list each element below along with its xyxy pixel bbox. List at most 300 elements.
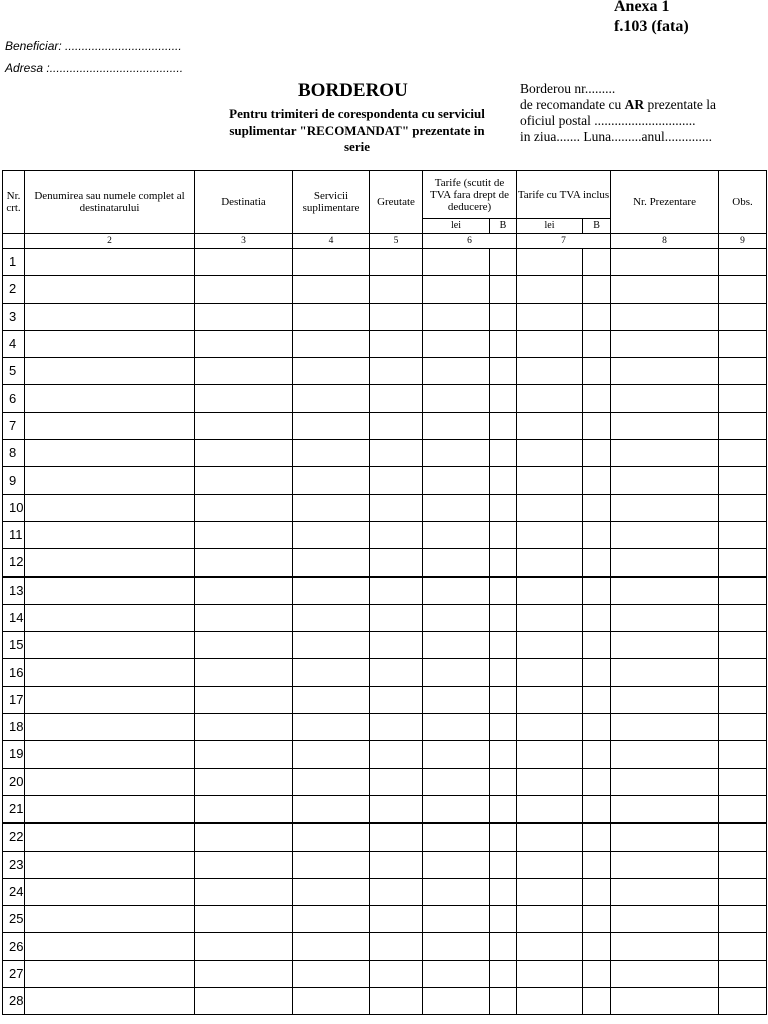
table-cell[interactable]	[25, 303, 195, 330]
table-cell[interactable]	[423, 467, 490, 494]
table-row	[3, 933, 767, 960]
table-cell[interactable]	[611, 467, 719, 494]
table-cell[interactable]	[490, 632, 517, 659]
table-cell[interactable]	[195, 330, 293, 357]
table-cell[interactable]	[293, 768, 370, 795]
table-cell[interactable]	[517, 440, 583, 467]
table-cell[interactable]	[370, 632, 423, 659]
table-cell[interactable]	[611, 906, 719, 933]
table-cell[interactable]	[25, 276, 195, 303]
table-cell[interactable]	[490, 549, 517, 577]
table-cell[interactable]	[370, 604, 423, 631]
table-cell[interactable]	[293, 276, 370, 303]
table-cell[interactable]	[517, 494, 583, 521]
table-cell[interactable]	[583, 604, 611, 631]
table-cell[interactable]	[719, 467, 767, 494]
header-denumire: Denumirea sau numele complet al destinatarului	[25, 171, 195, 234]
table-cell[interactable]	[293, 741, 370, 768]
table-cell[interactable]	[490, 988, 517, 1015]
table-cell[interactable]	[25, 249, 195, 276]
table-cell[interactable]	[611, 851, 719, 878]
table-cell[interactable]	[490, 960, 517, 987]
table-cell[interactable]	[517, 686, 583, 713]
table-cell[interactable]	[490, 795, 517, 823]
table-row	[3, 604, 767, 631]
table-cell[interactable]	[25, 549, 195, 577]
table-cell[interactable]	[423, 988, 490, 1015]
table-cell[interactable]	[293, 878, 370, 905]
table-cell[interactable]	[370, 878, 423, 905]
row-number: 10	[3, 494, 25, 521]
table-cell[interactable]	[583, 494, 611, 521]
table-cell[interactable]	[517, 577, 583, 605]
table-cell[interactable]	[423, 412, 490, 439]
table-cell[interactable]	[423, 521, 490, 548]
table-cell[interactable]	[25, 577, 195, 605]
table-cell[interactable]	[195, 686, 293, 713]
table-cell[interactable]	[583, 577, 611, 605]
table-cell[interactable]	[611, 741, 719, 768]
table-cell[interactable]	[517, 795, 583, 823]
table-cell[interactable]	[490, 741, 517, 768]
table-cell[interactable]	[370, 988, 423, 1015]
table-cell[interactable]	[195, 714, 293, 741]
table-cell[interactable]	[719, 906, 767, 933]
table-cell[interactable]	[370, 249, 423, 276]
table-cell[interactable]	[195, 933, 293, 960]
table-cell[interactable]	[719, 659, 767, 686]
table-cell[interactable]	[195, 494, 293, 521]
table-cell[interactable]	[490, 768, 517, 795]
table-cell[interactable]	[25, 330, 195, 357]
table-cell[interactable]	[719, 549, 767, 577]
table-cell[interactable]	[293, 604, 370, 631]
table-cell[interactable]	[517, 823, 583, 851]
table-cell[interactable]	[423, 549, 490, 577]
table-cell[interactable]	[719, 440, 767, 467]
table-cell[interactable]	[583, 330, 611, 357]
table-cell[interactable]	[583, 933, 611, 960]
table-cell[interactable]	[490, 906, 517, 933]
table-cell[interactable]	[370, 412, 423, 439]
table-cell[interactable]	[719, 604, 767, 631]
table-cell[interactable]	[490, 385, 517, 412]
table-cell[interactable]	[583, 358, 611, 385]
table-cell[interactable]	[517, 906, 583, 933]
table-cell[interactable]	[583, 686, 611, 713]
table-cell[interactable]	[195, 276, 293, 303]
table-cell[interactable]	[195, 358, 293, 385]
table-cell[interactable]	[490, 577, 517, 605]
table-cell[interactable]	[517, 851, 583, 878]
table-cell[interactable]	[195, 878, 293, 905]
table-cell[interactable]	[719, 412, 767, 439]
table-cell[interactable]	[25, 632, 195, 659]
table-cell[interactable]	[517, 604, 583, 631]
table-cell[interactable]	[719, 988, 767, 1015]
table-cell[interactable]	[611, 960, 719, 987]
table-cell[interactable]	[25, 768, 195, 795]
table-cell[interactable]	[611, 577, 719, 605]
table-cell[interactable]	[293, 549, 370, 577]
table-cell[interactable]	[719, 358, 767, 385]
table-cell[interactable]	[370, 549, 423, 577]
table-cell[interactable]	[719, 714, 767, 741]
table-cell[interactable]	[25, 741, 195, 768]
table-cell[interactable]	[370, 768, 423, 795]
table-cell[interactable]	[490, 276, 517, 303]
table-cell[interactable]	[370, 330, 423, 357]
table-cell[interactable]	[370, 494, 423, 521]
table-cell[interactable]	[719, 276, 767, 303]
table-cell[interactable]	[517, 933, 583, 960]
table-cell[interactable]	[719, 249, 767, 276]
table-cell[interactable]	[583, 549, 611, 577]
table-cell[interactable]	[719, 878, 767, 905]
table-cell[interactable]	[611, 795, 719, 823]
table-cell[interactable]	[370, 851, 423, 878]
table-cell[interactable]	[611, 385, 719, 412]
table-cell[interactable]	[25, 467, 195, 494]
table-cell[interactable]	[370, 440, 423, 467]
table-cell[interactable]	[423, 768, 490, 795]
table-cell[interactable]	[611, 521, 719, 548]
table-cell[interactable]	[583, 823, 611, 851]
table-cell[interactable]	[611, 412, 719, 439]
table-cell[interactable]	[25, 988, 195, 1015]
table-cell[interactable]	[370, 467, 423, 494]
table-cell[interactable]	[583, 906, 611, 933]
table-cell[interactable]	[370, 521, 423, 548]
table-cell[interactable]	[490, 467, 517, 494]
table-cell[interactable]	[293, 303, 370, 330]
table-cell[interactable]	[583, 659, 611, 686]
table-cell[interactable]	[423, 494, 490, 521]
table-cell[interactable]	[293, 521, 370, 548]
table-cell[interactable]	[719, 521, 767, 548]
table-cell[interactable]	[517, 249, 583, 276]
table-cell[interactable]	[490, 249, 517, 276]
table-cell[interactable]	[293, 330, 370, 357]
table-cell[interactable]	[25, 960, 195, 987]
table-cell[interactable]	[611, 988, 719, 1015]
table-cell[interactable]	[25, 521, 195, 548]
table-cell[interactable]	[719, 303, 767, 330]
table-cell[interactable]	[423, 276, 490, 303]
table-cell[interactable]	[611, 330, 719, 357]
table-cell[interactable]	[423, 440, 490, 467]
table-cell[interactable]	[611, 878, 719, 905]
table-cell[interactable]	[293, 467, 370, 494]
table-cell[interactable]	[293, 933, 370, 960]
table-cell[interactable]	[195, 385, 293, 412]
table-cell[interactable]	[423, 632, 490, 659]
table-cell[interactable]	[517, 330, 583, 357]
table-cell[interactable]	[370, 960, 423, 987]
table-row	[3, 988, 767, 1015]
table-cell[interactable]	[423, 960, 490, 987]
table-cell[interactable]	[370, 906, 423, 933]
table-cell[interactable]	[583, 276, 611, 303]
table-cell[interactable]	[423, 604, 490, 631]
table-cell[interactable]	[517, 741, 583, 768]
table-cell[interactable]	[423, 741, 490, 768]
header-servicii: Servicii suplimentare	[293, 171, 370, 234]
borderou-number-line: Borderou nr.........	[520, 81, 616, 96]
table-cell[interactable]	[195, 549, 293, 577]
table-cell[interactable]	[423, 577, 490, 605]
table-cell[interactable]	[583, 960, 611, 987]
table-cell[interactable]	[423, 303, 490, 330]
table-cell[interactable]	[293, 851, 370, 878]
table-cell[interactable]	[293, 659, 370, 686]
table-cell[interactable]	[490, 878, 517, 905]
table-cell[interactable]	[370, 823, 423, 851]
table-cell[interactable]	[25, 878, 195, 905]
table-cell[interactable]	[719, 330, 767, 357]
column-number-cell: 4	[293, 234, 370, 249]
table-cell[interactable]	[370, 714, 423, 741]
table-cell[interactable]	[719, 768, 767, 795]
row-number: 2	[3, 276, 25, 303]
table-cell[interactable]	[195, 577, 293, 605]
table-cell[interactable]	[517, 467, 583, 494]
table-cell[interactable]	[195, 467, 293, 494]
table-cell[interactable]	[25, 358, 195, 385]
table-cell[interactable]	[490, 412, 517, 439]
table-cell[interactable]	[583, 249, 611, 276]
table-cell[interactable]	[490, 714, 517, 741]
table-cell[interactable]	[517, 878, 583, 905]
table-cell[interactable]	[490, 358, 517, 385]
table-cell[interactable]	[423, 659, 490, 686]
table-cell[interactable]	[370, 577, 423, 605]
table-cell[interactable]	[719, 577, 767, 605]
ar-label: AR	[624, 97, 645, 112]
table-cell[interactable]	[423, 330, 490, 357]
row-number: 4	[3, 330, 25, 357]
table-cell[interactable]	[370, 686, 423, 713]
table-cell[interactable]	[195, 823, 293, 851]
table-cell[interactable]	[25, 795, 195, 823]
table-cell[interactable]	[423, 385, 490, 412]
table-cell[interactable]	[583, 467, 611, 494]
table-cell[interactable]	[195, 440, 293, 467]
table-cell[interactable]	[423, 823, 490, 851]
table-cell[interactable]	[517, 303, 583, 330]
table-cell[interactable]	[25, 440, 195, 467]
header-destinatia: Destinatia	[195, 171, 293, 234]
table-cell[interactable]	[490, 440, 517, 467]
table-cell[interactable]	[293, 686, 370, 713]
table-cell[interactable]	[370, 659, 423, 686]
table-cell[interactable]	[195, 412, 293, 439]
table-cell[interactable]	[423, 851, 490, 878]
table-cell[interactable]	[490, 851, 517, 878]
table-row	[3, 632, 767, 659]
table-cell[interactable]	[195, 521, 293, 548]
table-cell[interactable]	[611, 276, 719, 303]
table-cell[interactable]	[583, 741, 611, 768]
table-cell[interactable]	[293, 988, 370, 1015]
table-cell[interactable]	[423, 358, 490, 385]
table-cell[interactable]	[293, 494, 370, 521]
table-cell[interactable]	[195, 741, 293, 768]
table-cell[interactable]	[25, 851, 195, 878]
table-cell[interactable]	[293, 823, 370, 851]
table-cell[interactable]	[490, 823, 517, 851]
table-cell[interactable]	[25, 686, 195, 713]
table-cell[interactable]	[25, 933, 195, 960]
table-cell[interactable]	[25, 823, 195, 851]
table-cell[interactable]	[195, 851, 293, 878]
table-cell[interactable]	[583, 714, 611, 741]
table-cell[interactable]	[423, 249, 490, 276]
table-cell[interactable]	[25, 714, 195, 741]
table-cell[interactable]	[583, 303, 611, 330]
row-number: 28	[3, 988, 25, 1015]
table-cell[interactable]	[517, 632, 583, 659]
table-cell[interactable]	[195, 906, 293, 933]
table-cell[interactable]	[423, 686, 490, 713]
table-cell[interactable]	[611, 768, 719, 795]
table-cell[interactable]	[195, 303, 293, 330]
table-cell[interactable]	[293, 440, 370, 467]
table-cell[interactable]	[583, 521, 611, 548]
table-cell[interactable]	[293, 249, 370, 276]
table-cell[interactable]	[719, 960, 767, 987]
table-cell[interactable]	[423, 795, 490, 823]
table-cell[interactable]	[611, 303, 719, 330]
table-cell[interactable]	[195, 988, 293, 1015]
table-cell[interactable]	[611, 249, 719, 276]
table-cell[interactable]	[370, 933, 423, 960]
table-cell[interactable]	[583, 632, 611, 659]
table-cell[interactable]	[293, 385, 370, 412]
table-cell[interactable]	[719, 632, 767, 659]
table-cell[interactable]	[370, 795, 423, 823]
table-cell[interactable]	[583, 440, 611, 467]
table-cell[interactable]	[517, 988, 583, 1015]
table-cell[interactable]	[719, 741, 767, 768]
table-cell[interactable]	[719, 851, 767, 878]
table-cell[interactable]	[490, 330, 517, 357]
table-cell[interactable]	[611, 604, 719, 631]
table-cell[interactable]	[490, 521, 517, 548]
table-cell[interactable]	[583, 795, 611, 823]
table-cell[interactable]	[583, 988, 611, 1015]
table-cell[interactable]	[195, 632, 293, 659]
table-cell[interactable]	[293, 714, 370, 741]
table-cell[interactable]	[195, 960, 293, 987]
table-cell[interactable]	[583, 412, 611, 439]
table-cell[interactable]	[490, 303, 517, 330]
table-cell[interactable]	[517, 521, 583, 548]
table-cell[interactable]	[370, 385, 423, 412]
table-cell[interactable]	[611, 823, 719, 851]
table-cell[interactable]	[293, 358, 370, 385]
table-cell[interactable]	[195, 795, 293, 823]
table-cell[interactable]	[583, 385, 611, 412]
table-cell[interactable]	[423, 933, 490, 960]
table-cell[interactable]	[611, 686, 719, 713]
table-cell[interactable]	[611, 714, 719, 741]
table-cell[interactable]	[370, 276, 423, 303]
table-cell[interactable]	[25, 604, 195, 631]
table-cell[interactable]	[370, 303, 423, 330]
table-cell[interactable]	[293, 632, 370, 659]
table-cell[interactable]	[195, 604, 293, 631]
table-cell[interactable]	[583, 878, 611, 905]
table-cell[interactable]	[370, 741, 423, 768]
table-cell[interactable]	[25, 412, 195, 439]
table-cell[interactable]	[517, 412, 583, 439]
table-cell[interactable]	[490, 933, 517, 960]
row-number: 6	[3, 385, 25, 412]
table-cell[interactable]	[517, 768, 583, 795]
table-row	[3, 494, 767, 521]
table-cell[interactable]	[611, 440, 719, 467]
table-cell[interactable]	[490, 494, 517, 521]
table-cell[interactable]	[423, 878, 490, 905]
subheader-b: B	[490, 219, 517, 234]
table-cell[interactable]	[25, 494, 195, 521]
table-cell[interactable]	[25, 906, 195, 933]
table-cell[interactable]	[517, 276, 583, 303]
table-cell[interactable]	[490, 659, 517, 686]
table-cell[interactable]	[370, 358, 423, 385]
table-cell[interactable]	[611, 632, 719, 659]
table-cell[interactable]	[611, 659, 719, 686]
table-cell[interactable]	[423, 906, 490, 933]
borderou-info	[520, 81, 716, 145]
table-cell[interactable]	[719, 795, 767, 823]
table-cell[interactable]	[423, 714, 490, 741]
table-cell[interactable]	[517, 714, 583, 741]
table-cell[interactable]	[195, 659, 293, 686]
table-cell[interactable]	[583, 768, 611, 795]
table-cell[interactable]	[719, 686, 767, 713]
table-cell[interactable]	[490, 604, 517, 631]
table-cell[interactable]	[293, 577, 370, 605]
table-cell[interactable]	[611, 494, 719, 521]
table-cell[interactable]	[195, 249, 293, 276]
table-cell[interactable]	[517, 358, 583, 385]
table-cell[interactable]	[719, 933, 767, 960]
table-cell[interactable]	[490, 686, 517, 713]
table-cell[interactable]	[293, 412, 370, 439]
table-cell[interactable]	[517, 659, 583, 686]
table-cell[interactable]	[195, 768, 293, 795]
table-cell[interactable]	[25, 659, 195, 686]
table-cell[interactable]	[611, 358, 719, 385]
table-cell[interactable]	[719, 823, 767, 851]
annex-block	[614, 0, 689, 37]
table-cell[interactable]	[517, 960, 583, 987]
table-header-row	[3, 171, 767, 219]
table-cell[interactable]	[719, 385, 767, 412]
table-cell[interactable]	[293, 795, 370, 823]
table-cell[interactable]	[293, 960, 370, 987]
table-cell[interactable]	[611, 549, 719, 577]
table-cell[interactable]	[611, 933, 719, 960]
table-cell[interactable]	[517, 385, 583, 412]
table-cell[interactable]	[517, 549, 583, 577]
table-cell[interactable]	[25, 385, 195, 412]
table-cell[interactable]	[293, 906, 370, 933]
table-cell[interactable]	[583, 851, 611, 878]
table-cell[interactable]	[719, 494, 767, 521]
